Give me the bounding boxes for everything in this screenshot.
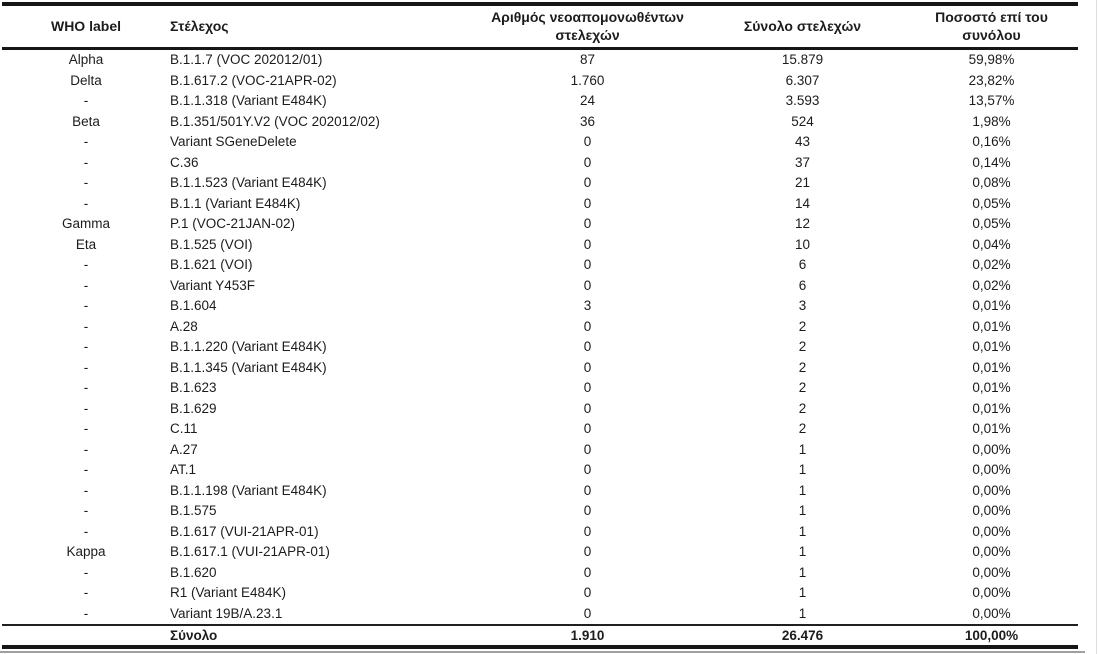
cell-percent: 0,00% [972,462,1011,477]
table-row [2,501,1078,522]
cell-percent: 0,00% [972,523,1011,539]
cell-who-label: - [83,175,89,190]
cell-new-isolates: 0 [583,482,592,498]
cell-total-strains: 1 [798,564,807,580]
table-row [2,153,1078,174]
cell-total-strains: 6 [798,277,807,293]
cell-percent: 0,14% [972,154,1011,170]
cell-percent: 0,00% [972,564,1011,580]
cell-who-label: - [83,195,89,211]
cell-total-strains: 3.593 [785,93,820,108]
cell-who-label: Beta [72,113,100,129]
table-row [2,542,1078,563]
table-footer [2,625,1078,647]
cell-strain: C.11 [170,421,198,436]
cell-who-label: - [83,277,89,293]
cell-total-strains: 6.307 [785,72,820,88]
cell-percent: 0,01% [972,421,1011,436]
cell-total-strains: 14 [794,195,811,211]
cell-percent: 0,02% [972,257,1011,272]
cell-strain: B.1.620 [170,564,217,580]
cell-strain: B.1.617 (VUI-21APR-01) [170,523,319,539]
cell-percent: 0,00% [972,605,1011,621]
cell-percent: 0,08% [972,175,1011,190]
cell-strain: B.1.621 (VOI) [170,257,253,272]
cell-new-isolates: 0 [583,544,592,559]
cell-who-label: - [83,462,89,477]
cell-strain: B.1.629 [170,400,217,416]
cell-total-strains: 2 [798,318,807,334]
table-row [2,399,1078,420]
cell-total-strains: 12 [794,216,811,231]
table-row [2,604,1078,626]
cell-who-label: - [83,93,89,108]
variants-table [2,2,1078,649]
cell-total-strains: 1 [798,482,807,498]
table-body [2,49,1078,626]
cell-total-strains: 1 [798,585,807,600]
cell-who-label: - [83,318,89,334]
table-row [2,317,1078,338]
cell-who-label: - [83,441,89,457]
table-row [2,563,1078,584]
cell-new-isolates: 0 [583,441,592,457]
table-row [2,522,1078,543]
cell-new-isolates: 0 [583,175,592,190]
cell-total-strains: 1 [798,441,807,457]
cell-new-isolates: 0 [583,134,592,149]
table-row [2,337,1078,358]
table-row [2,235,1078,256]
cell-new-isolates: 0 [583,380,592,395]
cell-total-strains: 43 [794,134,811,149]
cell-percent: 0,05% [972,195,1011,211]
table-row [2,71,1078,92]
col-header-who-label: WHO label [2,4,170,49]
cell-new-isolates: 24 [579,93,596,108]
cell-who-label: - [83,585,89,600]
page-bottom-edge [0,651,1085,653]
cell-percent: 0,16% [972,134,1011,149]
cell-new-isolates: 1.760 [570,72,605,88]
cell-strain: Variant Y453F [170,277,256,293]
cell-total-strains: 2 [798,380,807,395]
cell-strain: C.36 [170,154,199,170]
cell-who-label: Delta [70,72,102,88]
cell-strain: B.1.525 (VOI) [170,236,253,252]
cell-strain: B.1.1.7 (VOC 202012/01) [170,52,323,67]
col-header-new-isolates: Αριθμός νεοαπομονωθέντων στελεχών [475,4,700,49]
table-row [2,49,1078,71]
cell-strain: B.1.623 [170,380,217,395]
cell-new-isolates: 0 [583,277,592,293]
cell-strain: P.1 (VOC-21JAN-02) [170,216,296,231]
cell-percent: 0,01% [972,359,1011,375]
cell-strain: B.1.1 (Variant E484K) [170,195,301,211]
cell-strain: B.1.1.318 (Variant E484K) [170,93,327,108]
table-row [2,173,1078,194]
header-row [2,4,1078,49]
cell-new-isolates: 87 [579,52,596,67]
footer-who-cell [2,625,170,647]
cell-total-strains: 524 [791,113,814,129]
cell-new-isolates: 0 [583,359,592,375]
table-row [2,112,1078,133]
cell-percent: 59,98% [968,52,1015,67]
cell-who-label: - [83,134,89,149]
cell-new-isolates: 3 [583,298,592,313]
cell-total-strains: 3 [798,298,807,313]
cell-strain: R1 (Variant E484K) [170,585,287,600]
table-row [2,378,1078,399]
cell-who-label: - [83,564,89,580]
cell-strain: A.28 [170,318,198,334]
cell-new-isolates: 0 [583,400,592,416]
cell-total-strains: 1 [798,544,807,559]
cell-total-strains: 2 [798,421,807,436]
cell-new-isolates: 0 [583,462,592,477]
cell-percent: 0,01% [972,318,1011,334]
cell-who-label: - [83,257,89,272]
cell-percent: 0,00% [972,503,1011,518]
table-row [2,419,1078,440]
cell-percent: 0,05% [972,216,1011,231]
cell-total-strains: 37 [794,154,811,170]
cell-percent: 0,00% [972,585,1011,600]
cell-strain: B.1.1.523 (Variant E484K) [170,175,327,190]
cell-strain: B.1.1.345 (Variant E484K) [170,359,327,375]
cell-percent: 1,98% [972,113,1011,129]
cell-total-strains: 10 [794,236,811,252]
table-row [2,358,1078,379]
cell-strain: Variant 19B/A.23.1 [170,605,283,621]
cell-who-label: Alpha [68,52,104,67]
cell-new-isolates: 0 [583,421,592,436]
cell-new-isolates: 0 [583,216,592,231]
cell-who-label: Eta [75,236,97,252]
table-row [2,214,1078,235]
col-header-percent: Ποσοστό επί του συνόλου [905,4,1078,49]
cell-percent: 13,57% [968,93,1015,108]
cell-who-label: - [83,523,89,539]
footer-new-isolates: 1.910 [475,625,700,647]
cell-who-label: - [83,339,89,354]
cell-percent: 0,01% [972,298,1011,313]
cell-total-strains: 2 [798,400,807,416]
page-right-edge [1096,0,1097,654]
col-header-strain: Στέλεχος [170,4,475,49]
cell-percent: 0,04% [972,236,1011,252]
cell-new-isolates: 36 [579,113,596,129]
cell-percent: 0,00% [972,441,1011,457]
table-row [2,460,1078,481]
cell-who-label: Gamma [61,216,110,231]
cell-total-strains: 1 [798,462,807,477]
col-header-total-strains: Σύνολο στελεχών [700,4,905,49]
cell-who-label: - [83,380,89,395]
cell-percent: 23,82% [968,72,1015,88]
cell-strain: Variant SGeneDelete [170,134,297,149]
cell-who-label: - [83,421,89,436]
cell-strain: B.1.1.220 (Variant E484K) [170,339,327,354]
cell-percent: 0,01% [972,380,1011,395]
cell-new-isolates: 0 [583,154,592,170]
cell-new-isolates: 0 [583,257,592,272]
cell-new-isolates: 0 [583,503,592,518]
cell-total-strains: 21 [794,175,811,190]
cell-new-isolates: 0 [583,564,592,580]
cell-who-label: - [83,298,89,313]
cell-total-strains: 1 [798,503,807,518]
cell-new-isolates: 0 [583,605,592,621]
table-row [2,194,1078,215]
cell-percent: 0,01% [972,400,1011,416]
footer-percent: 100,00% [905,625,1078,647]
table-row [2,440,1078,461]
cell-who-label: - [83,359,89,375]
cell-who-label: - [83,503,89,518]
cell-strain: B.1.575 [170,503,217,518]
cell-strain: A.27 [170,441,198,457]
cell-strain: B.1.617.2 (VOC-21APR-02) [170,72,337,88]
cell-strain: AT.1 [170,462,197,477]
cell-new-isolates: 0 [583,236,592,252]
table-row [2,255,1078,276]
table-row [2,583,1078,604]
cell-new-isolates: 0 [583,195,592,211]
cell-strain: B.1.617.1 (VUI-21APR-01) [170,544,330,559]
cell-new-isolates: 0 [583,523,592,539]
table-row [2,276,1078,297]
table-row [2,91,1078,112]
table-header [2,4,1078,49]
table-row [2,481,1078,502]
cell-new-isolates: 0 [583,318,592,334]
footer-total-strains: 26.476 [700,625,905,647]
cell-percent: 0,00% [972,482,1011,498]
cell-strain: B.1.1.198 (Variant E484K) [170,482,327,498]
cell-new-isolates: 0 [583,585,592,600]
cell-percent: 0,01% [972,339,1011,354]
cell-who-label: - [83,605,89,621]
cell-who-label: Kappa [66,544,106,559]
cell-who-label: - [83,482,89,498]
table-row [2,296,1078,317]
cell-total-strains: 1 [798,523,807,539]
footer-row [2,625,1078,647]
cell-total-strains: 2 [798,339,807,354]
cell-new-isolates: 0 [583,339,592,354]
cell-total-strains: 15.879 [781,52,824,67]
cell-total-strains: 1 [798,605,807,621]
cell-total-strains: 2 [798,359,807,375]
cell-who-label: - [83,154,89,170]
cell-who-label: - [83,400,89,416]
table-row [2,132,1078,153]
cell-percent: 0,02% [972,277,1011,293]
footer-total-label: Σύνολο [170,625,475,647]
cell-strain: B.1.351/501Y.V2 (VOC 202012/02) [170,113,380,129]
cell-percent: 0,00% [972,544,1011,559]
cell-total-strains: 6 [798,257,807,272]
cell-strain: B.1.604 [170,298,217,313]
